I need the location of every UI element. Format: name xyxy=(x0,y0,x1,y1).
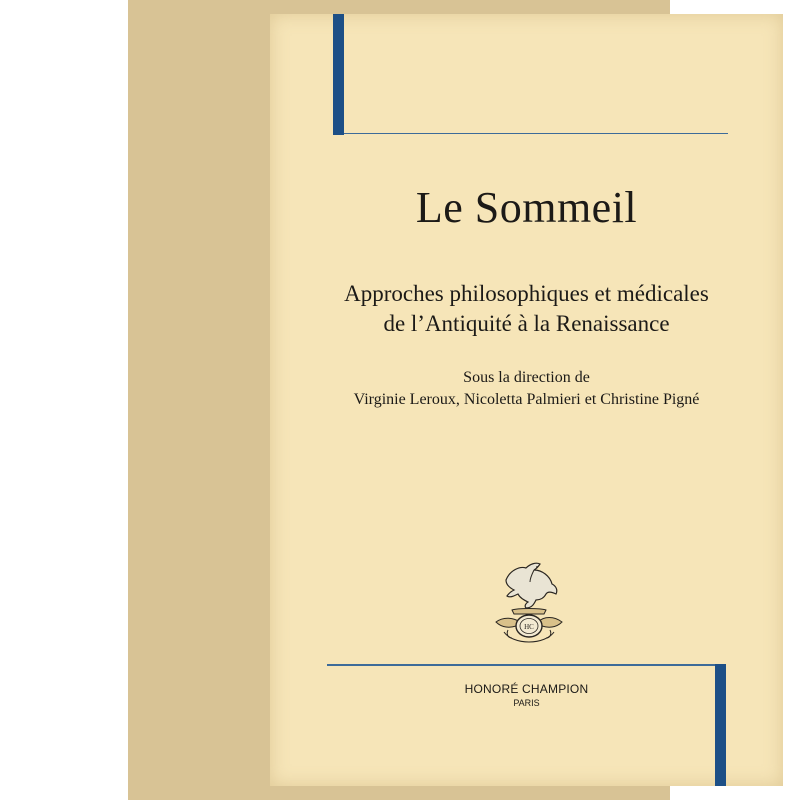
top-rule xyxy=(344,133,728,134)
book-cover xyxy=(128,0,709,800)
bottom-rule xyxy=(327,664,715,666)
book-title: Le Sommeil xyxy=(415,183,638,232)
editors-names: Virginie Leroux, Nicoletta Palmieri et Christine Pigné xyxy=(353,391,700,408)
cover-panel xyxy=(270,14,783,786)
svg-text:HC: HC xyxy=(524,623,534,631)
publisher-place: PARIS xyxy=(513,698,540,708)
book-subtitle-line1: Approches philosophiques et médicales xyxy=(344,281,709,306)
publisher-name: HONORÉ CHAMPION xyxy=(464,682,589,696)
horse-emblem-icon xyxy=(490,558,568,646)
book-subtitle-line2: de l’Antiquité à la Renaissance xyxy=(383,311,670,336)
editors-intro: Sous la direction de xyxy=(463,369,590,386)
top-left-accent-bar xyxy=(333,14,344,135)
